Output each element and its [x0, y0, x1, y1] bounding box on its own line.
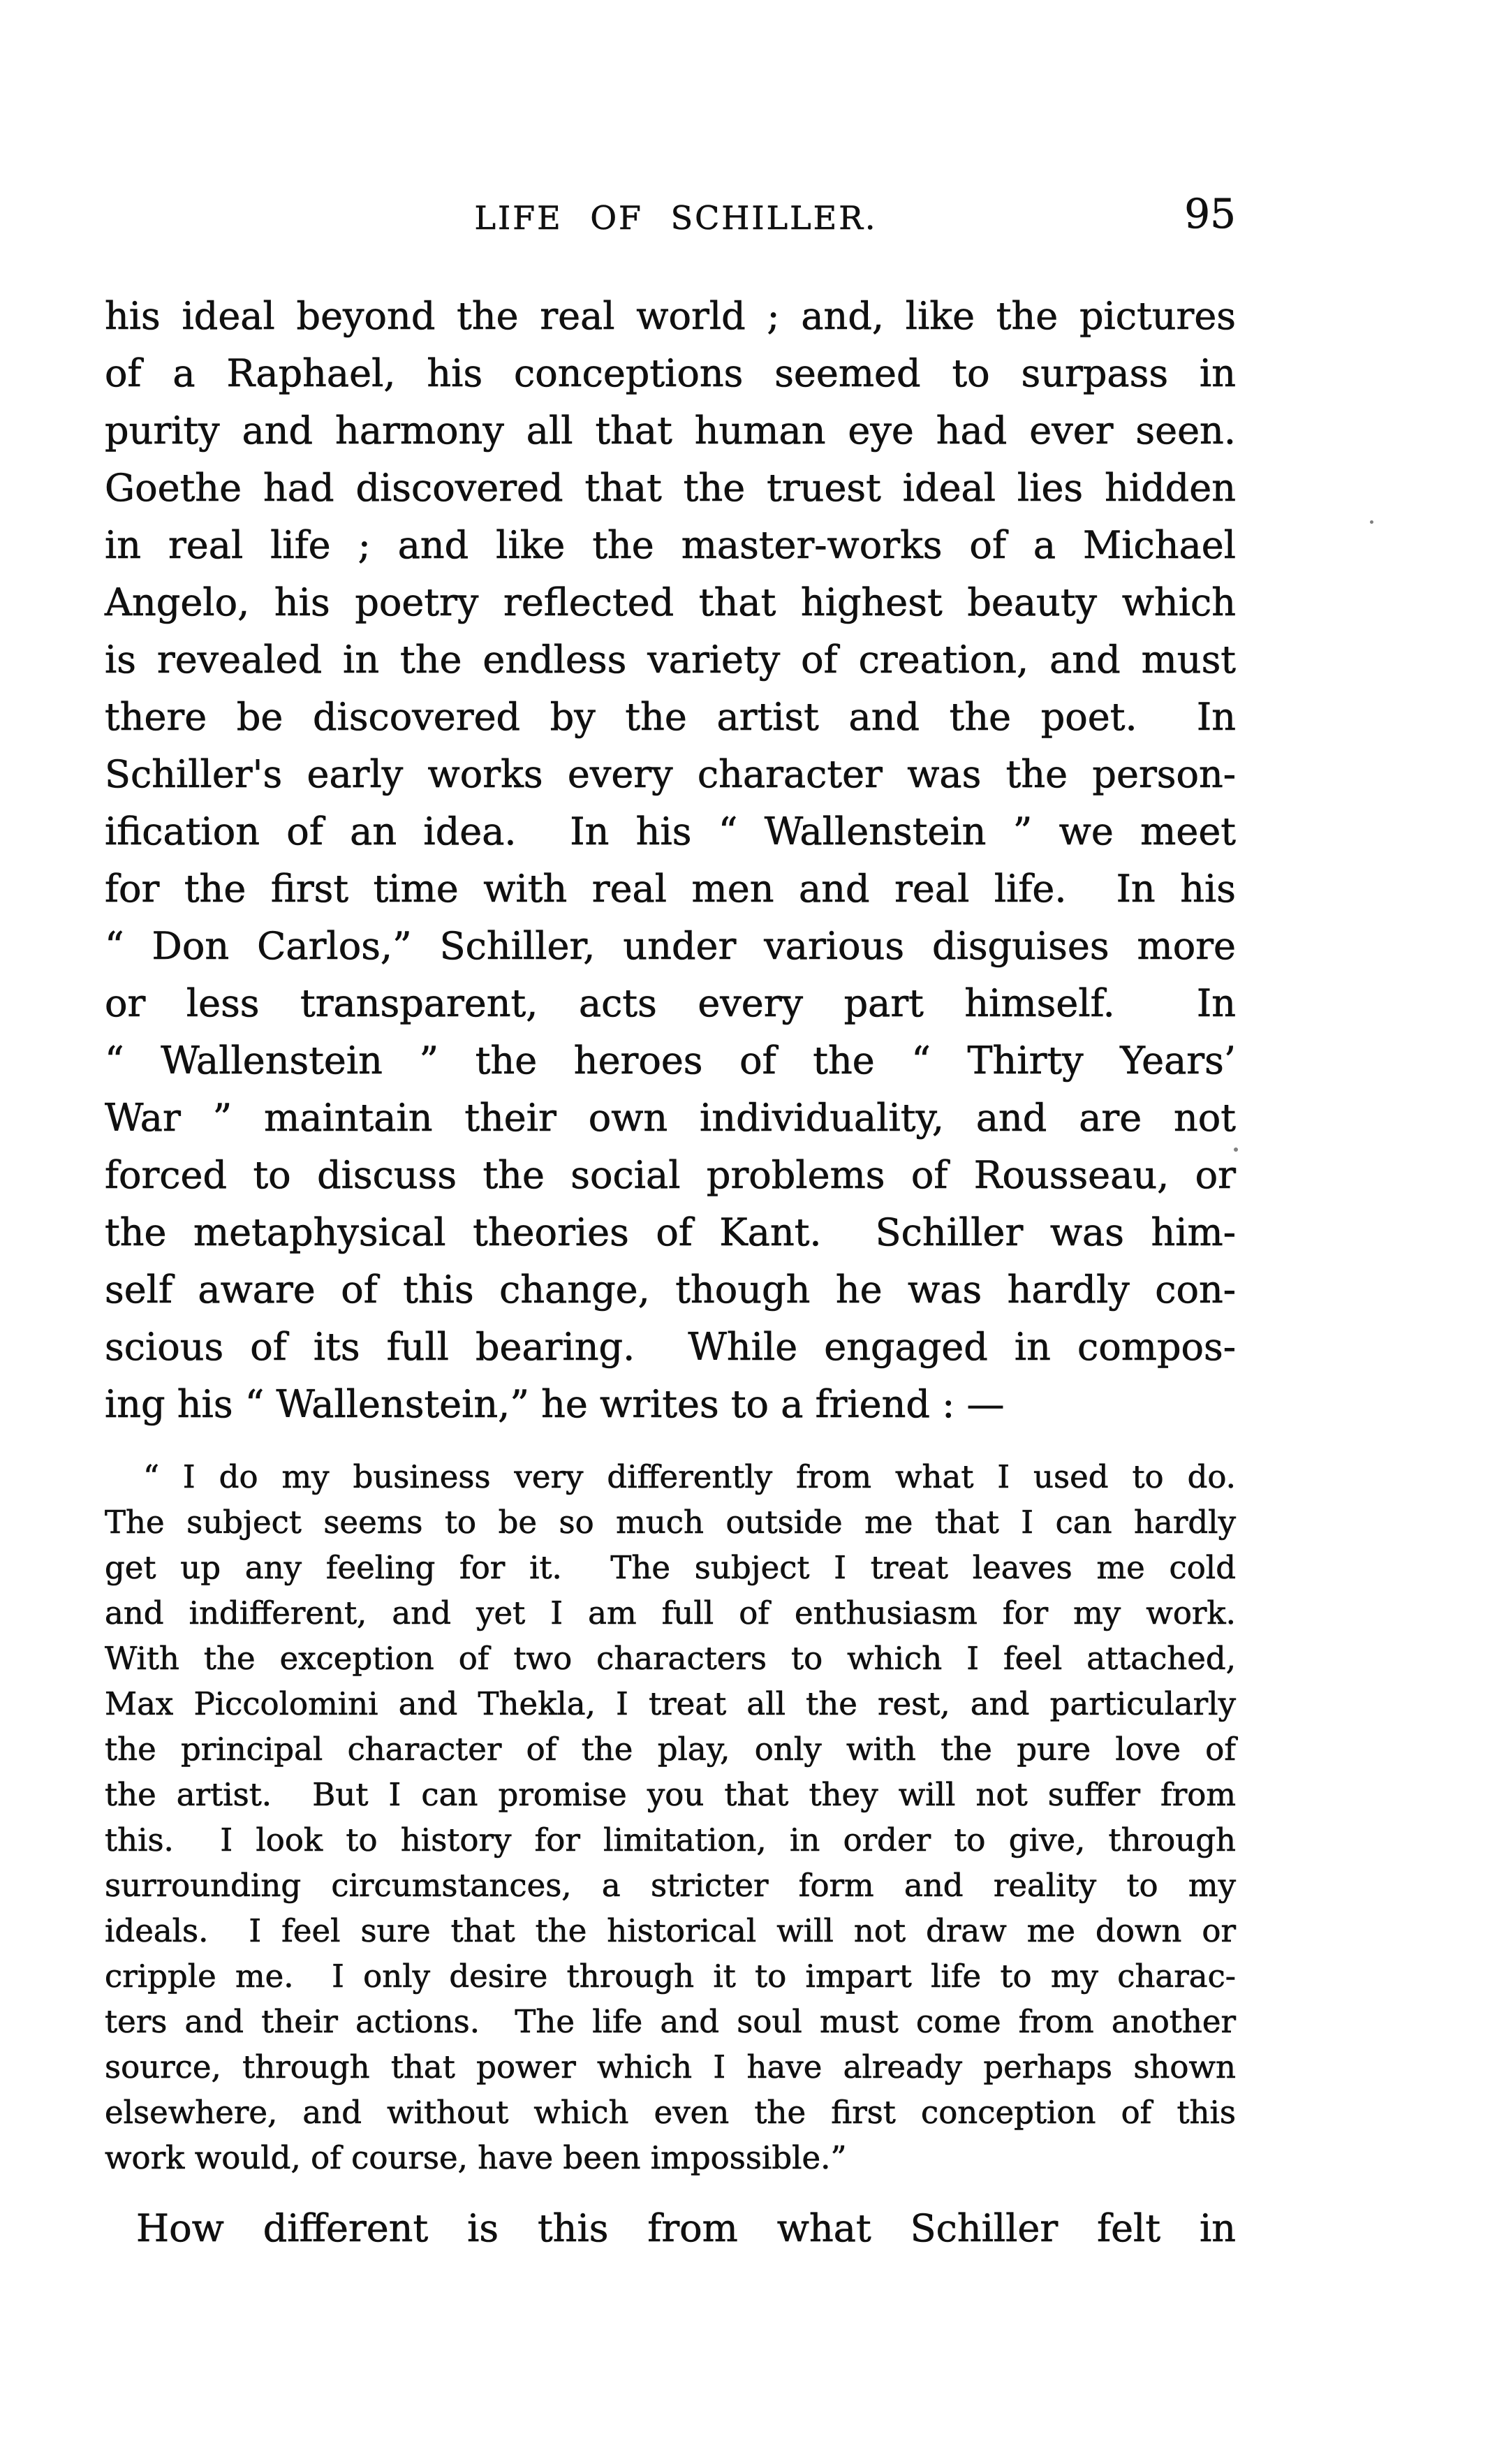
text-line: the artist. But I can promise you that they will not suffer from [105, 1776, 1236, 1813]
text-line: get up any feeling for it. The subject I treat leaves me cold [105, 1549, 1236, 1586]
closing-paragraph [105, 2200, 1236, 2257]
text-line: this. I look to history for limitation, in order to give, through [105, 1821, 1236, 1858]
text-line: his ideal beyond the real world ; and, like the pictures [105, 294, 1236, 338]
running-head-title: LIFE OF SCHILLER. [474, 199, 878, 237]
text-line: is revealed in the endless variety of creation, and must [105, 638, 1236, 682]
text-line: “ Don Carlos,” Schiller, under various disguises more [105, 924, 1236, 968]
text-line: elsewhere, and without which even the first conception of this [105, 2094, 1236, 2131]
text-line: scious of its full bearing. While engaged in compos- [105, 1325, 1236, 1369]
main-paragraph [105, 288, 1236, 1433]
text-line: in real life ; and like the master-works of a Michael [105, 523, 1236, 567]
text-line: there be discovered by the artist and the poet. In [105, 695, 1236, 739]
text-line: With the exception of two characters to which I feel attached, [105, 1640, 1236, 1677]
text-line: Schiller's early works every character was the person- [105, 752, 1236, 796]
text-line: ification of an idea. In his “ Wallenstein ” we meet [105, 809, 1236, 853]
letter-blockquote [105, 1454, 1236, 2180]
text-line: cripple me. I only desire through it to impart life to my charac- [105, 1958, 1236, 1995]
ink-speck [1234, 1147, 1238, 1152]
text-line: the principal character of the play, only with the pure love of [105, 1731, 1236, 1768]
ink-speck [1370, 520, 1373, 524]
text-line: purity and harmony all that human eye had ever seen. [105, 409, 1236, 453]
text-line: Goethe had discovered that the truest ideal lies hidden [105, 466, 1236, 510]
page-number: 95 [1184, 190, 1236, 237]
text-line: and indifferent, and yet I am full of enthusiasm for my work. [105, 1594, 1236, 1631]
text-line: War ” maintain their own individuality, and are not [105, 1096, 1236, 1140]
text-line: for the first time with real men and real life. In his [105, 867, 1236, 911]
text-line: self aware of this change, though he was hardly con- [105, 1268, 1236, 1312]
text-line: ideals. I feel sure that the historical will not draw me down or [105, 1912, 1236, 1949]
page-header [105, 190, 1236, 244]
text-line: forced to discuss the social problems of Rousseau, or [105, 1153, 1236, 1197]
text-line: “ Wallenstein ” the heroes of the “ Thirty Years’ [105, 1039, 1236, 1083]
text-line: surrounding circumstances, a stricter form and reality to my [105, 1867, 1236, 1904]
text-line: ing his “ Wallenstein,” he writes to a friend : — [105, 1382, 1005, 1426]
text-line: the metaphysical theories of Kant. Schiller was him- [105, 1210, 1236, 1254]
text-line: “ I do my business very differently from what I used to do. [143, 1458, 1236, 1495]
text-line: How different is this from what Schiller felt in [136, 2206, 1236, 2250]
text-line: Angelo, his poetry reflected that highest beauty which [105, 580, 1236, 624]
text-line: of a Raphael, his conceptions seemed to surpass in [105, 351, 1236, 395]
text-line: source, through that power which I have already perhaps shown [105, 2048, 1236, 2085]
text-line: or less transparent, acts every part himself. In [105, 981, 1236, 1025]
text-line: The subject seems to be so much outside me that I can hardly [105, 1504, 1236, 1541]
text-line: work would, of course, have been impossible.” [105, 2139, 847, 2176]
text-line: ters and their actions. The life and soul must come from another [105, 2003, 1236, 2040]
text-line: Max Piccolomini and Thekla, I treat all the rest, and particularly [105, 1685, 1236, 1722]
